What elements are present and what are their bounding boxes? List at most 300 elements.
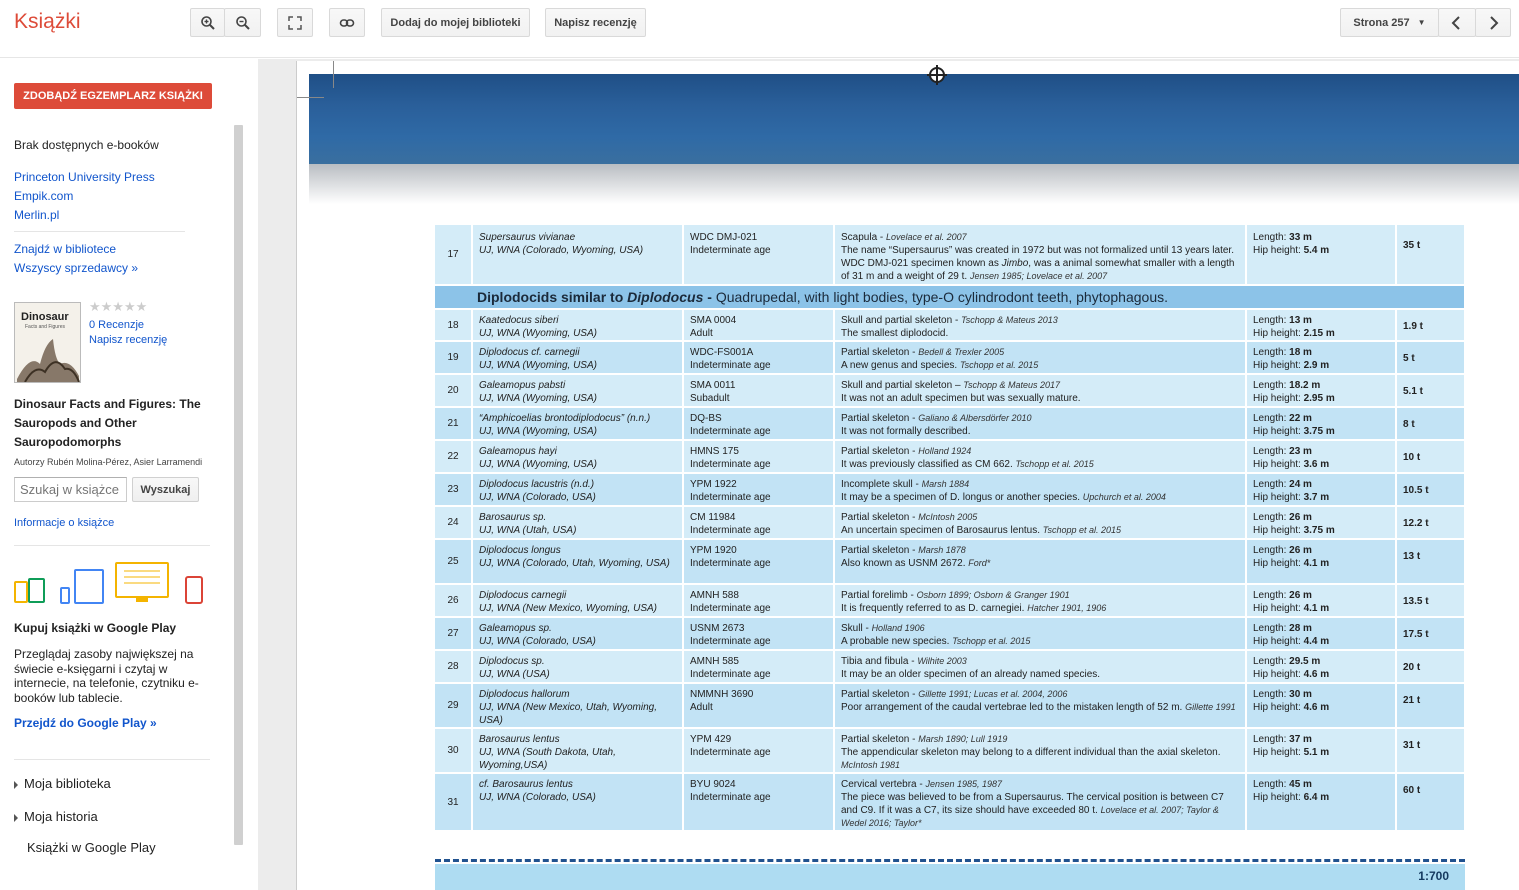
specimen-cell: [683, 407, 834, 440]
chevron-right-icon: [1485, 15, 1501, 31]
taxon-location: UJ, WNA (Colorado, USA): [479, 792, 596, 803]
material-reference: Galiano & Albersdörfer 2010: [918, 413, 1032, 423]
length-label: Length:: [1253, 232, 1290, 243]
material-cell: [834, 473, 1246, 506]
weight-value: 12.2 t: [1396, 506, 1465, 539]
specimen-id: YPM 429: [690, 734, 732, 745]
row-number: 23: [435, 473, 472, 506]
table-row: [435, 683, 1465, 728]
row-number: 19: [435, 341, 472, 374]
specimen-age: Indeterminate age: [690, 636, 771, 647]
row-number: 17: [435, 225, 472, 285]
table-row: [435, 773, 1465, 831]
row-number: 18: [435, 309, 472, 341]
taxon-location: UJ, WNA (Wyoming, USA): [479, 328, 597, 339]
next-page-button[interactable]: [1475, 8, 1511, 37]
length-value: 26 m: [1289, 512, 1312, 523]
specimen-cell: [683, 225, 834, 285]
taxon-cell: [472, 506, 683, 539]
material: Skull and partial skeleton –: [841, 380, 964, 391]
top-toolbar: [0, 0, 1519, 58]
size-cell: [1246, 225, 1396, 285]
specimen-age: Indeterminate age: [690, 792, 771, 803]
taxon-name: Barosaurus lentus: [479, 734, 560, 745]
material-cell: [834, 440, 1246, 473]
hip-height-value: 3.75 m: [1303, 525, 1335, 536]
material: Partial skeleton -: [841, 689, 919, 700]
taxon-location: UJ, WNA (Utah, USA): [479, 525, 577, 536]
group-heading-genus: Diplodocus: [627, 288, 704, 305]
write-review-link[interactable]: Napisz recenzję: [89, 334, 168, 346]
scale-label: 1:700: [1418, 869, 1449, 883]
taxon-cell: [472, 539, 683, 584]
specimen-id: NMMNH 3690: [690, 689, 754, 700]
note-reference: Tschopp et al. 2015: [952, 636, 1031, 646]
taxon-location: UJ, WNA (USA): [479, 669, 550, 680]
length-label: Length:: [1253, 512, 1290, 523]
size-cell: [1246, 440, 1396, 473]
specimen-cell: [683, 773, 834, 831]
material-reference: Marsh 1890; Lull 1919: [918, 734, 1008, 744]
write-review-button[interactable]: Napisz recenzję: [545, 8, 646, 37]
material-reference: Bedell & Trexler 2005: [918, 347, 1005, 357]
weight-value: 10 t: [1396, 440, 1465, 473]
link-icon: [339, 15, 355, 31]
specimen-id: BYU 9024: [690, 779, 736, 790]
row-number: 25: [435, 539, 472, 584]
hip-height-label: Hip height:: [1253, 360, 1304, 371]
taxon-cell: [472, 683, 683, 728]
material-cell: [834, 341, 1246, 374]
weight-value: 20 t: [1396, 650, 1465, 683]
weight-value: 10.5 t: [1396, 473, 1465, 506]
length-value: 18.2 m: [1289, 380, 1321, 391]
size-cell: [1246, 473, 1396, 506]
no-ebooks-text: Brak dostępnych e-booków: [14, 138, 159, 152]
hip-height-value: 2.95 m: [1303, 393, 1335, 404]
row-number: 31: [435, 773, 472, 831]
specimen-cell: [683, 341, 834, 374]
length-value: 18 m: [1289, 347, 1312, 358]
my-library-label: Moja biblioteka: [24, 776, 111, 791]
note: The smallest diplodocid.: [841, 328, 949, 339]
material: Partial forelimb -: [841, 590, 917, 601]
material-cell: [834, 650, 1246, 683]
specimen-id: CM 11984: [690, 512, 736, 523]
note: The name “Supersaurus” was created in 1972 but was not formalized until 13 years later. WDC DMJ-021 specimen known as: [841, 245, 1234, 269]
my-history-item[interactable]: [14, 809, 98, 824]
hip-height-label: Hip height:: [1253, 702, 1304, 713]
hip-height-value: 2.15 m: [1303, 328, 1335, 339]
row-number: 24: [435, 506, 472, 539]
zoom-in-button[interactable]: [190, 8, 225, 37]
hip-height-value: 4.6 m: [1303, 702, 1330, 713]
size-cell: [1246, 773, 1396, 831]
size-cell: [1246, 728, 1396, 773]
table-row: [435, 617, 1465, 650]
material: Partial skeleton -: [841, 734, 919, 745]
material-reference: Osborn 1899; Osborn & Granger 1901: [916, 590, 1070, 600]
note-reference: Tschopp et al. 2015: [1015, 459, 1094, 469]
taxon-location: UJ, WNA (Colorado, Wyoming, USA): [479, 245, 644, 256]
google-play-books-item[interactable]: Książki w Google Play: [27, 840, 156, 855]
previous-page-button[interactable]: [1438, 8, 1476, 37]
hip-height-label: Hip height:: [1253, 558, 1304, 569]
group-heading-description: Quadrupedal, with light bodies, type-O cylindrodont teeth, phytophagous.: [715, 288, 1169, 305]
material-reference: Marsh 1884: [921, 479, 970, 489]
weight-value: 5 t: [1396, 341, 1465, 374]
taxon-location: UJ, WNA (New Mexico, Wyoming, USA): [479, 603, 657, 614]
material-cell: [834, 617, 1246, 650]
left-sidebar: [0, 59, 258, 890]
get-book-button[interactable]: ZDOBĄDŹ EGZEMPLARZ KSIĄŻKI: [14, 83, 212, 109]
cover-title: Dinosaur: [21, 311, 69, 323]
table-row: [435, 225, 1465, 285]
all-sellers-link[interactable]: Wszyscy sprzedawcy »: [14, 261, 139, 275]
taxon-name: Diplodocus cf. carnegii: [479, 347, 580, 358]
length-value: 33 m: [1289, 232, 1312, 243]
specimen-age: Indeterminate age: [690, 492, 771, 503]
note-reference: Gillette 1991: [1185, 702, 1236, 712]
taxon-location: UJ, WNA (Wyoming, USA): [479, 426, 597, 437]
group-heading-prefix: Diplodocids similar to: [477, 288, 628, 305]
hip-height-value: 4.1 m: [1303, 603, 1330, 614]
book-authors: Autorzy Rubén Molina-Pérez, Asier Larramendi: [14, 457, 203, 467]
group-heading-dash: -: [703, 288, 716, 305]
specimen-age: Adult: [690, 702, 713, 713]
specimen-id: HMNS 175: [690, 446, 739, 457]
specimen-cell: [683, 440, 834, 473]
specimen-id: USNM 2673: [690, 623, 745, 634]
material-reference: Gillette 1991; Lucas et al. 2004, 2006: [918, 689, 1068, 699]
add-to-library-button[interactable]: Dodaj do mojej biblioteki: [381, 8, 530, 37]
taxon-location: UJ, WNA (South Dakota, Utah, Wyoming,USA): [479, 747, 616, 771]
weight-value: 60 t: [1396, 773, 1465, 831]
chevron-down-icon: ▼: [1417, 18, 1426, 27]
material-reference: Jensen 1985, 1987: [925, 779, 1003, 789]
specimen-id: DQ-BS: [690, 413, 722, 424]
weight-value: 17.5 t: [1396, 617, 1465, 650]
hip-height-label: Hip height:: [1253, 459, 1304, 470]
specimen-age: Indeterminate age: [690, 245, 771, 256]
go-to-google-play-link[interactable]: Przejdź do Google Play »: [14, 716, 157, 730]
seller-link-princeton[interactable]: Princeton University Press: [14, 170, 155, 184]
specimen-age: Indeterminate age: [690, 426, 771, 437]
material-reference: McIntosh 2005: [918, 512, 978, 522]
material: Partial skeleton -: [841, 545, 919, 556]
taxon-cell: [472, 728, 683, 773]
weight-value: 13 t: [1396, 539, 1465, 584]
hip-height-value: 3.75 m: [1303, 426, 1335, 437]
table-row: [435, 584, 1465, 617]
length-label: Length:: [1253, 446, 1290, 457]
taxon-location: UJ, WNA (Wyoming, USA): [479, 393, 597, 404]
note: A probable new species.: [841, 636, 953, 647]
taxon-cell: [472, 341, 683, 374]
taxon-cell: [472, 440, 683, 473]
specimen-cell: [683, 728, 834, 773]
hip-height-label: Hip height:: [1253, 669, 1304, 680]
table-row: [435, 539, 1465, 584]
note: The piece was believed to be from a Supersaurus. The cervical position is between C7 and C9. If it was a C7, its size should have exceeded 80 t.: [841, 792, 1224, 816]
hip-height-value: 3.7 m: [1303, 492, 1330, 503]
table-row: [435, 374, 1465, 407]
book-cover-thumbnail[interactable]: [14, 302, 81, 383]
note: It is frequently referred to as D. carnegiei.: [841, 603, 1028, 614]
specimen-id: SMA 0004: [690, 315, 737, 326]
note-continued: , was a animal somewhat smaller with a length of 31 m and a weight of 29 t.: [841, 258, 1235, 282]
table-row: [435, 440, 1465, 473]
specimen-age: Adult: [690, 328, 713, 339]
length-value: 45 m: [1289, 779, 1312, 790]
material-cell: [834, 728, 1246, 773]
specimen-age: Indeterminate age: [690, 360, 771, 371]
material-cell: [834, 539, 1246, 584]
taxon-name: Diplodocus sp.: [479, 656, 545, 667]
zoom-out-button[interactable]: [224, 8, 261, 37]
page-footer-bar: [435, 864, 1465, 890]
sauropod-illustration: [15, 334, 81, 383]
size-cell: [1246, 650, 1396, 683]
hip-height-value: 3.6 m: [1303, 459, 1330, 470]
note-italic: Jimbo: [1001, 258, 1029, 269]
book-page: [296, 61, 1519, 890]
weight-value: 5.1 t: [1396, 374, 1465, 407]
note-reference: Hatcher 1901, 1906: [1027, 603, 1107, 613]
google-play-text: Przeglądaj zasoby największej na świecie e-księgarni i czytaj w internecie, na telefonie, czytniku e-booków lub tablecie.: [14, 647, 199, 705]
seller-link-empik[interactable]: Empik.com: [14, 189, 74, 203]
rating-stars: ★★★★★: [89, 299, 148, 314]
taxon-cell: [472, 584, 683, 617]
my-library-item[interactable]: [14, 776, 111, 791]
group-heading: [435, 285, 1465, 309]
taxon-name: Galeamopus sp.: [479, 623, 552, 634]
row-number: 27: [435, 617, 472, 650]
link-button[interactable]: [329, 8, 365, 37]
weight-value: 1.9 t: [1396, 309, 1465, 341]
taxon-location: UJ, WNA (Wyoming, USA): [479, 459, 597, 470]
table-row: [435, 506, 1465, 539]
specimen-cell: [683, 374, 834, 407]
material: Cervical vertebra -: [841, 779, 926, 790]
table-row: [435, 728, 1465, 773]
hip-height-label: Hip height:: [1253, 328, 1304, 339]
taxon-location: UJ, WNA (Colorado, USA): [479, 636, 596, 647]
taxon-cell: [472, 225, 683, 285]
length-label: Length:: [1253, 623, 1290, 634]
about-book-link[interactable]: Informacje o książce: [14, 517, 115, 529]
material-cell: [834, 309, 1246, 341]
length-value: 26 m: [1289, 545, 1312, 556]
note: It was previously classified as CM 662.: [841, 459, 1016, 470]
zoom-out-icon: [235, 15, 251, 31]
row-number: 29: [435, 683, 472, 728]
taxon-name: Barosaurus sp.: [479, 512, 547, 523]
taxon-name: Diplodocus lacustris (n.d.): [479, 479, 595, 490]
specimen-id: AMNH 585: [690, 656, 739, 667]
app-logo[interactable]: Książki: [14, 10, 81, 33]
note-reference: Lovelace et al. 2007; Taylor & Wedel 2016; Taylor*: [841, 805, 1219, 828]
material: Partial skeleton -: [841, 347, 919, 358]
row-number: 22: [435, 440, 472, 473]
fullscreen-button[interactable]: [277, 8, 313, 37]
hip-height-label: Hip height:: [1253, 636, 1304, 647]
row-number: 21: [435, 407, 472, 440]
taxon-cell: [472, 473, 683, 506]
expand-triangle-icon: [14, 781, 18, 789]
find-in-library-link[interactable]: Znajdź w bibliotece: [14, 242, 117, 256]
hip-height-label: Hip height:: [1253, 393, 1304, 404]
crop-mark: [297, 97, 324, 98]
specimen-age: Indeterminate age: [690, 558, 771, 569]
length-label: Length:: [1253, 413, 1290, 424]
expand-triangle-icon: [14, 814, 18, 822]
specimen-cell: [683, 539, 834, 584]
length-value: 26 m: [1289, 590, 1312, 601]
table-row: [435, 473, 1465, 506]
sidebar-scrollbar[interactable]: [234, 125, 243, 845]
weight-value: 21 t: [1396, 683, 1465, 728]
sauropod-table: [435, 225, 1466, 832]
length-value: 29.5 m: [1289, 656, 1321, 667]
hip-height-value: 5.4 m: [1303, 245, 1330, 256]
divider: [14, 759, 210, 760]
taxon-name: cf. Barosaurus lentus: [479, 779, 573, 790]
weight-value: 31 t: [1396, 728, 1465, 773]
note-reference: Ford*: [968, 558, 991, 568]
hip-height-value: 4.1 m: [1303, 558, 1330, 569]
length-value: 30 m: [1289, 689, 1312, 700]
material-reference: Holland 1924: [918, 446, 972, 456]
taxon-cell: [472, 617, 683, 650]
length-label: Length:: [1253, 689, 1290, 700]
specimen-id: WDC DMJ-021: [690, 232, 758, 243]
size-cell: [1246, 506, 1396, 539]
page-select-label: Strona 257: [1353, 16, 1410, 29]
hip-height-value: 6.4 m: [1303, 792, 1330, 803]
specimen-id: WDC-FS001A: [690, 347, 754, 358]
material-reference: Tschopp & Mateus 2013: [961, 315, 1058, 325]
size-cell: [1246, 309, 1396, 341]
taxon-name: Galeamopus hayi: [479, 446, 557, 457]
taxon-cell: [472, 374, 683, 407]
length-label: Length:: [1253, 779, 1290, 790]
weight-value: 8 t: [1396, 407, 1465, 440]
hip-height-value: 4.4 m: [1303, 636, 1330, 647]
note-reference: Tschopp et al. 2015: [1042, 525, 1122, 535]
table-row: [435, 650, 1465, 683]
row-number: 28: [435, 650, 472, 683]
specimen-age: Indeterminate age: [690, 603, 771, 614]
size-cell: [1246, 617, 1396, 650]
length-value: 37 m: [1289, 734, 1312, 745]
table-row: [435, 407, 1465, 440]
taxon-cell: [472, 773, 683, 831]
length-value: 24 m: [1289, 479, 1312, 490]
banner-shadow: [309, 164, 1519, 204]
length-label: Length:: [1253, 380, 1290, 391]
ocean-banner-image: [309, 74, 1519, 164]
specimen-cell: [683, 683, 834, 728]
hip-height-value: 4.6 m: [1303, 669, 1330, 680]
crosshair-icon: [929, 67, 945, 83]
taxon-location: UJ, WNA (Colorado, USA): [479, 492, 596, 503]
note: An uncertain specimen of Barosaurus lentus.: [841, 525, 1043, 536]
specimen-age: Indeterminate age: [690, 747, 771, 758]
hip-height-label: Hip height:: [1253, 603, 1304, 614]
size-cell: [1246, 374, 1396, 407]
hip-height-label: Hip height:: [1253, 747, 1304, 758]
length-label: Length:: [1253, 479, 1290, 490]
reviews-count-link[interactable]: 0 Recenzje: [89, 319, 145, 331]
size-cell: [1246, 683, 1396, 728]
taxon-location: UJ, WNA (New Mexico, Utah, Wyoming, USA): [479, 702, 657, 726]
material: Tibia and fibula -: [841, 656, 918, 667]
book-title: Dinosaur Facts and Figures: The Sauropods and Other Sauropodomorphs: [14, 397, 201, 449]
seller-link-merlin[interactable]: Merlin.pl: [14, 208, 60, 222]
taxon-cell: [472, 309, 683, 341]
hip-height-label: Hip height:: [1253, 426, 1304, 437]
specimen-id: SMA 0011: [690, 380, 736, 391]
note-reference: McIntosh 1981: [841, 760, 901, 770]
table-row: [435, 341, 1465, 374]
table-row: [435, 309, 1465, 341]
length-value: 13 m: [1289, 315, 1312, 326]
size-cell: [1246, 584, 1396, 617]
hip-height-label: Hip height:: [1253, 525, 1304, 536]
taxon-cell: [472, 650, 683, 683]
taxon-location: UJ, WNA (Wyoming, USA): [479, 360, 597, 371]
material-cell: [834, 584, 1246, 617]
group-heading-row: [435, 285, 1465, 309]
hip-height-label: Hip height:: [1253, 792, 1304, 803]
taxon-location: UJ, WNA (Colorado, Utah, Wyoming, USA): [479, 558, 670, 569]
specimen-id: YPM 1920: [690, 545, 737, 556]
crop-mark: [333, 61, 334, 88]
specimen-id: YPM 1922: [690, 479, 737, 490]
specimen-cell: [683, 650, 834, 683]
note: A new genus and species.: [841, 360, 960, 371]
material-reference: Wilhite 2003: [917, 656, 967, 666]
material-reference: Holland 1906: [871, 623, 925, 633]
length-value: 28 m: [1289, 623, 1312, 634]
hip-height-value: 5.1 m: [1303, 747, 1330, 758]
row-number: 20: [435, 374, 472, 407]
specimen-age: Subadult: [690, 393, 730, 404]
cover-subtitle: Facts and Figures: [25, 324, 66, 330]
note: Also known as USNM 2672.: [841, 558, 969, 569]
taxon-name: “Amphicoelias brontodiplodocus” (n.n.): [479, 413, 651, 424]
size-cell: [1246, 341, 1396, 374]
note-reference: Upchurch et al. 2004: [1082, 492, 1166, 502]
note: Poor arrangement of the caudal vertebrae led to the mistaken length of 52 m.: [841, 702, 1186, 713]
note: It may be an older specimen of an already named species.: [841, 669, 1101, 680]
taxon-name: Galeamopus pabsti: [479, 380, 566, 391]
note-reference: Jensen 1985; Lovelace et al. 2007: [969, 271, 1108, 281]
divider: [14, 231, 185, 232]
fullscreen-icon: [287, 15, 303, 31]
specimen-age: Indeterminate age: [690, 459, 771, 470]
material: Partial skeleton -: [841, 512, 919, 523]
book-viewer[interactable]: [258, 59, 1519, 890]
search-button[interactable]: Wyszukaj: [132, 477, 199, 502]
specimen-cell: [683, 506, 834, 539]
length-label: Length:: [1253, 347, 1290, 358]
search-in-book-input[interactable]: [14, 477, 127, 502]
note: The appendicular skeleton may belong to a different individual than the axial skeleton.: [841, 747, 1221, 758]
material-cell: [834, 773, 1246, 831]
page-select[interactable]: [1340, 8, 1439, 37]
